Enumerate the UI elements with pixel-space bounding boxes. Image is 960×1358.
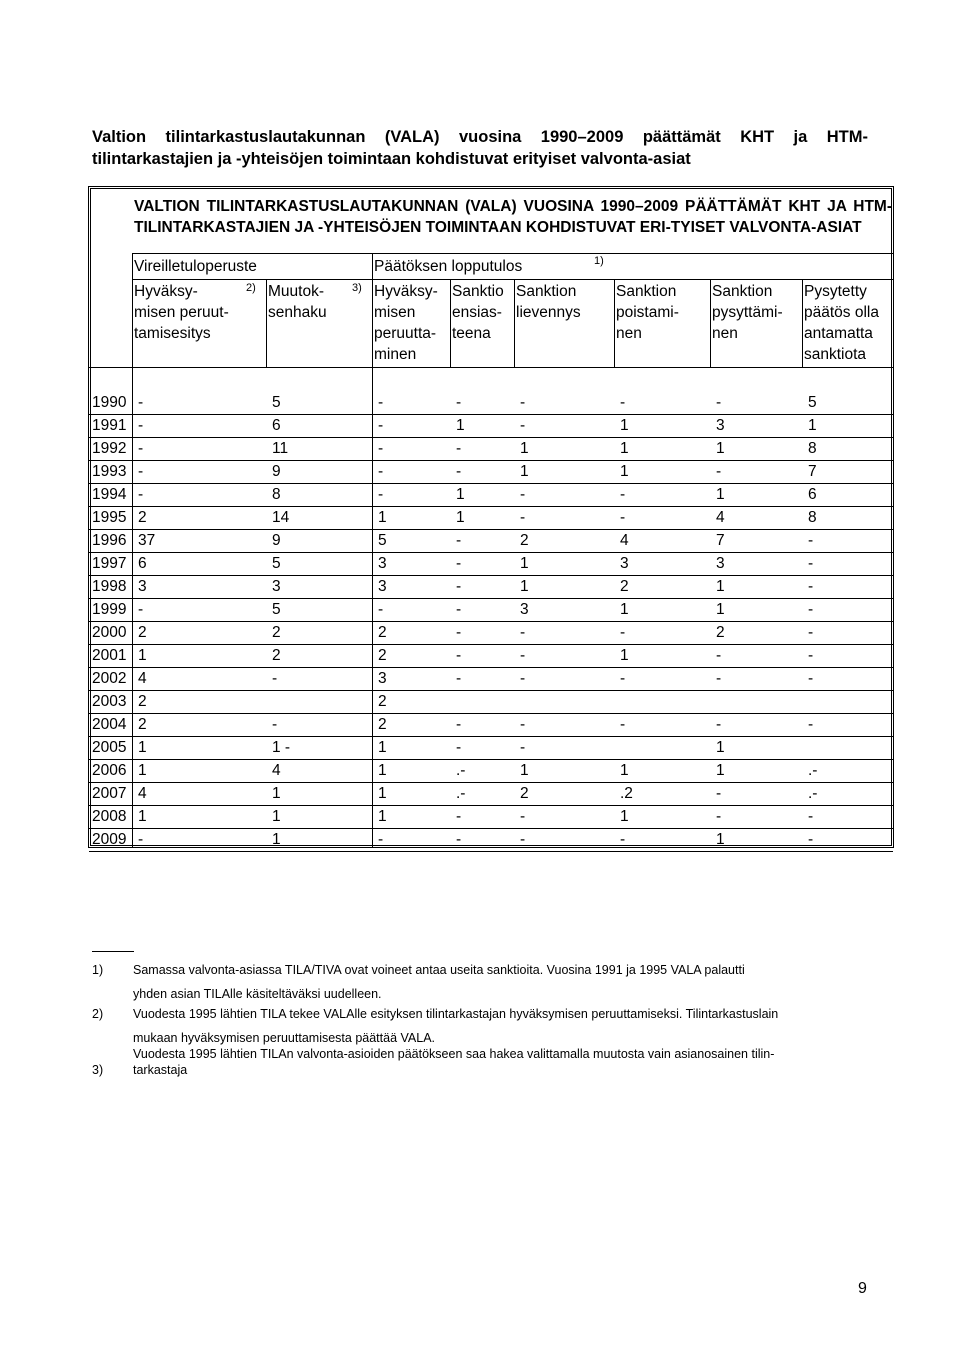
table-cell: 4 [620, 532, 629, 549]
table-cell: 2 [138, 716, 147, 733]
table-cell: 3 [520, 601, 529, 618]
row-divider [89, 782, 893, 783]
footnote-mark: 2) [92, 1007, 104, 1021]
table-cell: - [520, 486, 526, 503]
column-line [614, 279, 615, 367]
table-row-year: 1991 [92, 417, 127, 434]
table-cell: - [520, 716, 526, 733]
table-cell: 4 [138, 785, 147, 802]
column-header-line: Hyväksy- [134, 283, 198, 300]
table-cell: 5 [272, 555, 281, 572]
table-cell: 6 [138, 555, 147, 572]
table-cell: - [456, 831, 462, 848]
row-divider [89, 483, 893, 484]
table-cell: 1 [520, 762, 529, 779]
table-row-year: 1996 [92, 532, 127, 549]
table-cell: - [520, 739, 526, 756]
table-cell: - [456, 624, 462, 641]
table-cell: 8 [808, 509, 817, 526]
table-cell: - [456, 394, 462, 411]
table-cell: 8 [808, 440, 817, 457]
group-header-vireilletuloperuste: Vireilletuloperuste [134, 258, 257, 275]
table-cell: 1 [272, 785, 281, 802]
table-cell: 1 [716, 762, 725, 779]
column-header-line: Sanktio [452, 283, 504, 300]
header-line-sub [132, 279, 893, 280]
table-cell: - [456, 716, 462, 733]
table-cell: 1 [520, 578, 529, 595]
table-cell: - [456, 578, 462, 595]
table-cell: - [456, 555, 462, 572]
table-cell: - [456, 532, 462, 549]
table-cell: 3 [378, 555, 387, 572]
table-cell: 3 [716, 417, 725, 434]
table-cell: - [272, 716, 278, 733]
footnote-text: tarkastaja [133, 1063, 188, 1077]
table-cell: 1 [378, 739, 387, 756]
row-divider [89, 713, 893, 714]
table-cell: 2 [272, 624, 281, 641]
table-cell: - [378, 417, 384, 434]
table-cell: 8 [272, 486, 281, 503]
row-divider [89, 437, 893, 438]
table-cell: - [808, 624, 814, 641]
column-header-line: peruutta- [374, 325, 437, 342]
table-cell: - [716, 670, 722, 687]
table-cell: - [520, 670, 526, 687]
table-cell: - [456, 739, 462, 756]
table-cell: 1 - [272, 739, 291, 756]
table-cell: 1 [620, 647, 629, 664]
table-cell: 2 [378, 716, 387, 733]
column-header-line: Sanktion [516, 283, 577, 300]
table-cell: - [620, 486, 626, 503]
footnote-text: mukaan hyväksymisen peruuttamisesta päättää VALA. [133, 1031, 436, 1045]
column-header-line: päätös olla [804, 304, 879, 321]
table-cell: 1 [138, 739, 147, 756]
table-cell: 1 [138, 808, 147, 825]
table-cell: 1 [620, 808, 629, 825]
table-cell: - [808, 670, 814, 687]
row-divider [89, 414, 893, 415]
row-divider [89, 621, 893, 622]
row-divider [89, 690, 893, 691]
table-cell: 1 [520, 463, 529, 480]
table-cell: .- [456, 762, 466, 779]
column-header-footnote-ref: 2) [246, 282, 256, 294]
table-cell: 1 [620, 601, 629, 618]
table-cell: 5 [808, 394, 817, 411]
table-cell: - [520, 509, 526, 526]
table-cell: - [520, 417, 526, 434]
table-cell: - [716, 647, 722, 664]
table-cell: - [138, 440, 144, 457]
table-cell: - [378, 440, 384, 457]
table-cell: - [520, 394, 526, 411]
table-cell: 1 [378, 509, 387, 526]
table-cell: - [138, 394, 144, 411]
table-row-year: 2002 [92, 670, 127, 687]
column-line [514, 279, 515, 367]
table-cell: 1 [620, 463, 629, 480]
row-divider [89, 759, 893, 760]
table-cell: - [456, 808, 462, 825]
table-row-year: 2008 [92, 808, 127, 825]
table-cell: 1 [520, 440, 529, 457]
table-row-year: 1990 [92, 394, 127, 411]
table-row-year: 1997 [92, 555, 127, 572]
table-cell: 1 [716, 831, 725, 848]
table-cell: - [520, 831, 526, 848]
table-cell: 5 [378, 532, 387, 549]
table-cell: 11 [272, 440, 289, 457]
table-cell: - [378, 394, 384, 411]
table-cell: - [808, 831, 814, 848]
table-cell: - [716, 808, 722, 825]
table-cell: .- [456, 785, 466, 802]
row-divider [89, 644, 893, 645]
table-cell: 4 [138, 670, 147, 687]
table-cell: - [272, 670, 278, 687]
table-row-year: 1999 [92, 601, 127, 618]
table-cell: 2 [378, 647, 387, 664]
table-cell: 1 [808, 417, 817, 434]
table-cell: - [138, 831, 144, 848]
table-cell: - [620, 624, 626, 641]
column-header-line: misen [374, 304, 416, 321]
footnote-text: Vuodesta 1995 lähtien TILA tekee VALAlle esityksen tilintarkastajan hyväksymisen peruuttamiseksi. Tilintarkastuslain [133, 1007, 779, 1021]
table-cell: - [620, 670, 626, 687]
column-header-line: Sanktion [616, 283, 677, 300]
header-line-top [132, 253, 893, 254]
column-header-line: nen [712, 325, 738, 342]
table-cell: 1 [620, 440, 629, 457]
table-cell: 1 [716, 440, 725, 457]
row-divider [89, 575, 893, 576]
row-divider [89, 805, 893, 806]
column-header-line: Hyväksy- [374, 283, 438, 300]
table-cell: 4 [716, 509, 725, 526]
row-divider [89, 529, 893, 530]
table-cell: - [620, 716, 626, 733]
table-cell: - [620, 509, 626, 526]
table-cell: 6 [272, 417, 281, 434]
column-header-line: antamatta [804, 325, 873, 342]
column-line [266, 279, 267, 367]
table-row-year: 2009 [92, 831, 127, 848]
table-cell: .- [808, 785, 818, 802]
table-cell: .- [808, 762, 818, 779]
table-cell: 3 [716, 555, 725, 572]
table-cell: 1 [272, 808, 281, 825]
table-cell: 5 [272, 601, 281, 618]
header-line-bottom [89, 367, 893, 368]
column-header-line: Pysytetty [804, 283, 867, 300]
table-cell: - [808, 555, 814, 572]
table-cell: 9 [272, 463, 281, 480]
table-cell: - [808, 601, 814, 618]
row-divider [89, 506, 893, 507]
row-divider [89, 598, 893, 599]
table-cell: - [138, 417, 144, 434]
table-cell: 3 [378, 578, 387, 595]
table-cell: - [808, 716, 814, 733]
table-cell: - [378, 601, 384, 618]
footnote-mark: 3) [92, 1063, 104, 1077]
table-cell: 7 [808, 463, 817, 480]
table-cell: 2 [138, 509, 147, 526]
table-cell: 5 [272, 394, 281, 411]
row-divider [89, 828, 893, 829]
table-title: VALTION TILINTARKASTUSLAUTAKUNNAN (VALA) VUOSINA 1990–2009 PÄÄTTÄMÄT KHT JA HTM-TILINTARKASTAJIEN JA -YHTEISÖJEN TOIMINTAAN KOHDISTUVAT ERI-TYISET VALVONTA-ASIAT [134, 198, 892, 236]
table-cell: 9 [272, 532, 281, 549]
footnote-text: Vuodesta 1995 lähtien TILAn valvonta-asioiden päätökseen saa hakea valittamalla muutosta vain asianosainen tilin- [133, 1047, 775, 1061]
table-cell: - [716, 463, 722, 480]
table-cell: 1 [520, 555, 529, 572]
row-divider [89, 552, 893, 553]
table-row-year: 1998 [92, 578, 127, 595]
table-cell: - [716, 716, 722, 733]
table-cell: 1 [378, 808, 387, 825]
table-row-year: 2004 [92, 716, 127, 733]
table-cell: 37 [138, 532, 156, 549]
footnote-mark: 1) [92, 963, 104, 977]
table-cell: - [456, 601, 462, 618]
table-cell: - [520, 647, 526, 664]
table-cell: - [620, 831, 626, 848]
table-cell: - [456, 440, 462, 457]
table-cell: 1 [716, 739, 725, 756]
table-cell: 3 [138, 578, 147, 595]
column-header-line: nen [616, 325, 642, 342]
table-cell: 2 [378, 693, 387, 710]
column-header-line: sanktiota [804, 346, 867, 363]
column-header-line: teena [452, 325, 491, 342]
column-header-line: tamisesitys [134, 325, 211, 342]
column-line [802, 279, 803, 367]
table-cell: - [808, 532, 814, 549]
row-divider [89, 736, 893, 737]
column-header-line: senhaku [268, 304, 327, 321]
table-cell: - [808, 647, 814, 664]
page-heading: Valtion tilintarkastuslautakunnan (VALA) vuosina 1990–2009 päättämät KHT ja HTM-tilintarkastajien ja -yhteisöjen toimintaan kohdistuvat erityiset valvonta-asiat [92, 128, 868, 168]
table-cell: - [716, 394, 722, 411]
table-row-year: 1995 [92, 509, 127, 526]
table-cell: - [456, 670, 462, 687]
table-row-year: 1992 [92, 440, 127, 457]
table-cell: - [808, 808, 814, 825]
column-header-line: Sanktion [712, 283, 773, 300]
table-row-year: 2007 [92, 785, 127, 802]
column-line [450, 279, 451, 367]
table-cell: 2 [138, 693, 147, 710]
table-cell: 1 [138, 647, 147, 664]
table-cell: 6 [808, 486, 817, 503]
table-cell: - [520, 624, 526, 641]
row-divider [89, 851, 893, 852]
table-cell: - [716, 785, 722, 802]
table-cell: - [138, 486, 144, 503]
table-cell: 2 [520, 785, 529, 802]
column-header-line: minen [374, 346, 417, 363]
table-cell: - [456, 463, 462, 480]
column-header-footnote-ref: 3) [352, 282, 362, 294]
table-cell: .2 [620, 785, 633, 802]
table-cell: 1 [456, 417, 465, 434]
table-cell: 1 [456, 509, 465, 526]
table-cell: 1 [138, 762, 147, 779]
table-cell: - [138, 463, 144, 480]
table-cell: 7 [716, 532, 725, 549]
column-header-line: pysyttämi- [712, 304, 783, 321]
footnote-text: yhden asian TILAlle käsiteltäväksi uudelleen. [133, 987, 382, 1001]
column-header-line: poistami- [616, 304, 679, 321]
column-line [710, 279, 711, 367]
table-cell: 3 [272, 578, 281, 595]
footnote-rule [92, 951, 134, 952]
table-cell: 1 [272, 831, 281, 848]
row-divider [89, 667, 893, 668]
table-cell: 4 [272, 762, 281, 779]
table-cell: 1 [716, 486, 725, 503]
table-cell: - [378, 486, 384, 503]
table-cell: - [456, 647, 462, 664]
table-cell: 2 [138, 624, 147, 641]
table-row-year: 2006 [92, 762, 127, 779]
table-cell: - [378, 831, 384, 848]
table-row-year: 2000 [92, 624, 127, 641]
table-row-year: 2003 [92, 693, 127, 710]
table-cell: - [620, 394, 626, 411]
table-cell: 1 [456, 486, 465, 503]
table-cell: - [138, 601, 144, 618]
table-cell: 2 [620, 578, 629, 595]
page-number: 9 [858, 1280, 867, 1297]
table-cell: - [520, 808, 526, 825]
column-header-line: Muutok- [268, 283, 324, 300]
row-divider [89, 460, 893, 461]
footnote-text: Samassa valvonta-asiassa TILA/TIVA ovat voineet antaa useita sanktioita. Vuosina 1991 ja 1995 VALA palautti [133, 963, 745, 977]
table-row-year: 2001 [92, 647, 127, 664]
table-row-year: 1994 [92, 486, 127, 503]
table-cell: 1 [716, 601, 725, 618]
table-cell: 3 [378, 670, 387, 687]
column-header-line: ensias- [452, 304, 502, 321]
group-header-footnote-ref: 1) [594, 255, 604, 267]
table-cell: 2 [272, 647, 281, 664]
table-cell: - [808, 578, 814, 595]
table-row-year: 1993 [92, 463, 127, 480]
table-cell: 1 [620, 762, 629, 779]
table-cell: 1 [378, 785, 387, 802]
table-row-year: 2005 [92, 739, 127, 756]
table-cell: 1 [378, 762, 387, 779]
table-cell: 1 [716, 578, 725, 595]
table-cell: 3 [620, 555, 629, 572]
table-cell: - [378, 463, 384, 480]
table-cell: 2 [520, 532, 529, 549]
group-header-paatoksen-lopputulos: Päätöksen lopputulos [374, 258, 523, 275]
column-header-line: misen peruut- [134, 304, 229, 321]
table-cell: 14 [272, 509, 290, 526]
column-header-line: lievennys [516, 304, 581, 321]
table-cell: 2 [716, 624, 725, 641]
table-cell: 2 [378, 624, 387, 641]
table-cell: 1 [620, 417, 629, 434]
